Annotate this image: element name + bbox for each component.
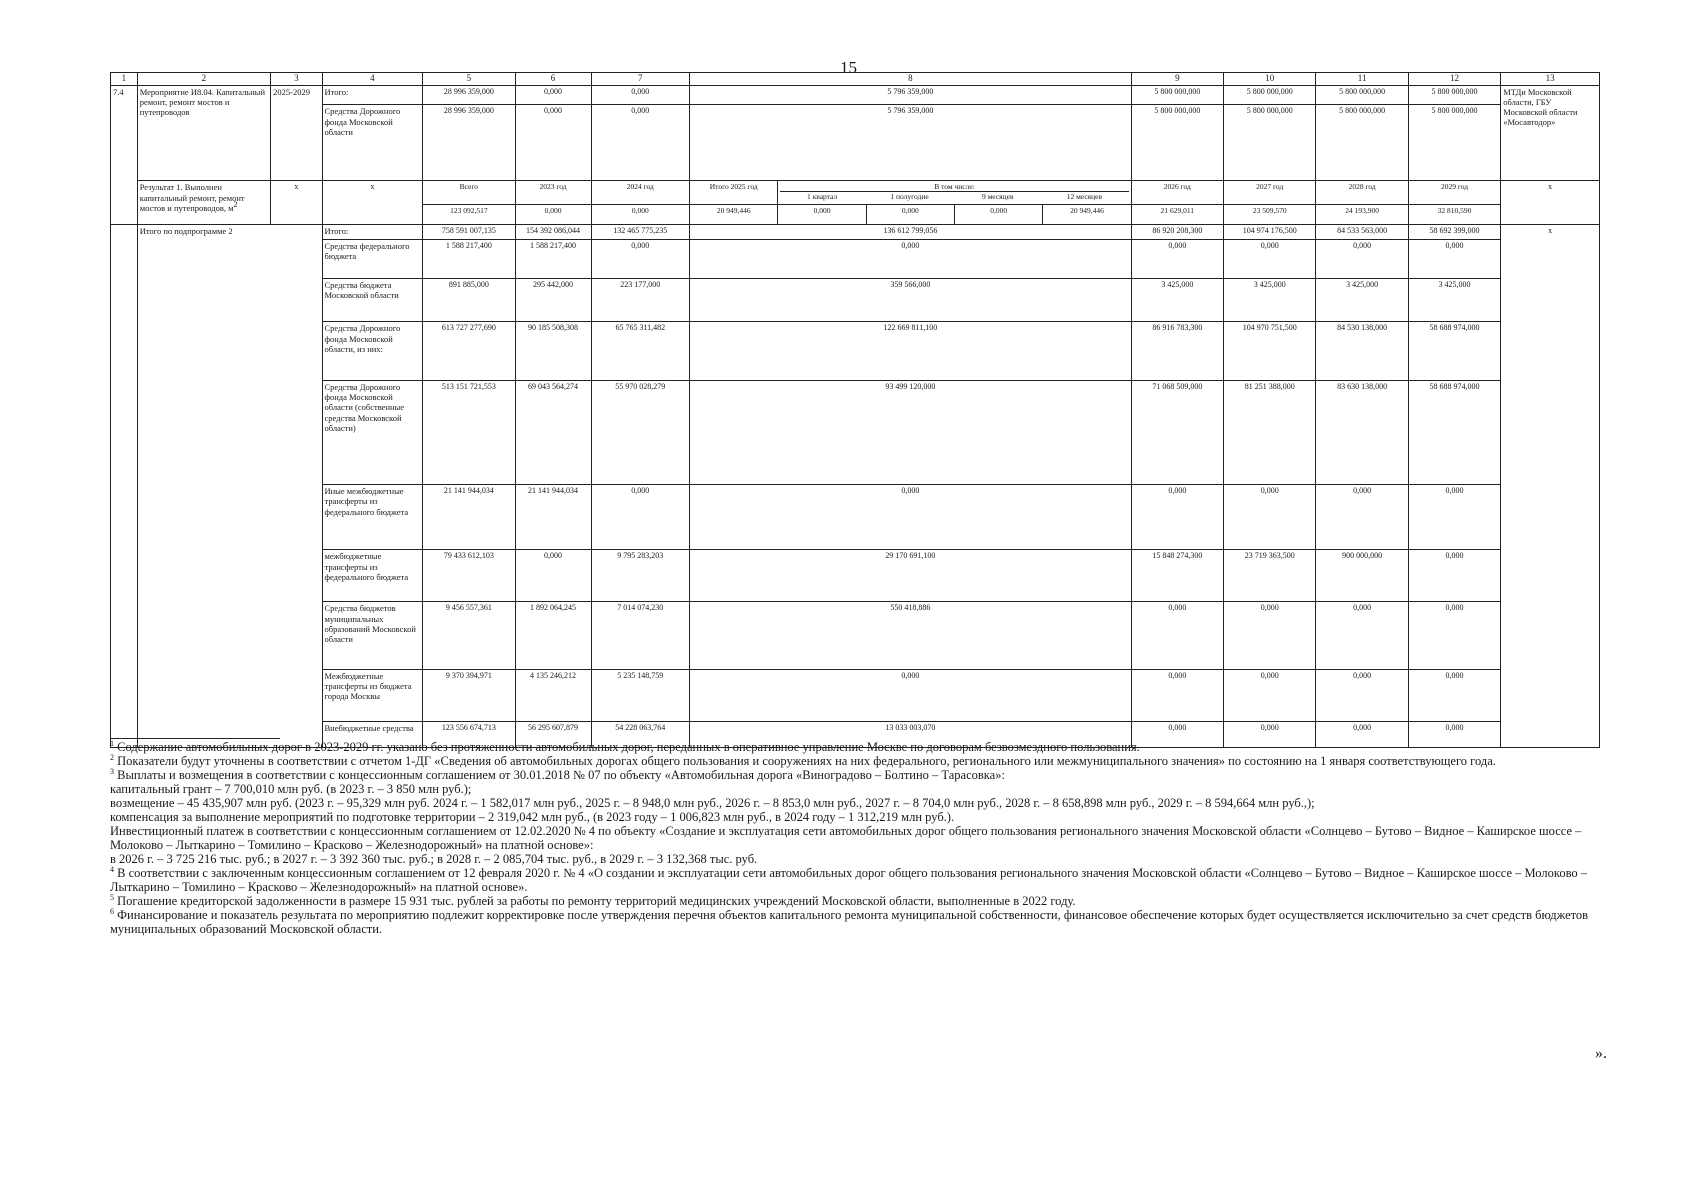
source-label: Иные межбюджетные трансферты из федерального бюджета [322,485,423,550]
value-cell: 295 442,000 [515,278,591,321]
footnotes [110,740,1610,936]
page-number: 15 [840,58,857,77]
result-x-cell: х [322,181,423,224]
result-head-cell: 2029 год [1408,181,1500,205]
value-cell: 9 795 283,203 [591,550,690,602]
value-cell: 0,000 [1316,669,1408,721]
source-label: Средства федерального бюджета [322,239,423,278]
value-cell: 123 556 674,713 [423,721,515,747]
value-cell: 104 974 176,500 [1224,224,1316,239]
value-cell: 0,000 [1224,669,1316,721]
value-cell: 0,000 [1408,550,1500,602]
value-cell: 0,000 [690,239,1132,278]
value-cell: 0,000 [515,550,591,602]
source-label: Итого: [322,224,423,239]
value-cell: 15 848 274,300 [1131,550,1223,602]
value-cell: 5 796 359,000 [690,105,1132,181]
value-cell: 21 141 944,034 [423,485,515,550]
value-cell: 5 800 000,000 [1408,105,1500,181]
result-head-cell: Всего [423,181,515,205]
value-cell: 0,000 [1408,485,1500,550]
header-cell: 13 [1501,73,1600,86]
value-cell: 28 996 359,000 [423,85,515,105]
value-cell: 900 000,000 [1316,550,1408,602]
header-cell: 5 [423,73,515,86]
footnote-separator [110,738,280,739]
measure-period: 2025-2029 [271,85,322,181]
value-cell: 3 425,000 [1131,278,1223,321]
result-head-cell: 2024 год [591,181,690,205]
value-cell: 79 433 612,103 [423,550,515,602]
value-cell: 513 151 721,553 [423,381,515,485]
footnote-3-line: капитальный грант – 7 700,010 млн руб. (в 2023 г. – 3 850 млн руб.); [110,782,472,796]
value-cell: 55 970 028,279 [591,381,690,485]
source-label: Средства бюджетов муниципальных образований Московской области [322,602,423,669]
value-cell: 5 800 000,000 [1316,85,1408,105]
table-row [111,381,1600,485]
header-cell: 3 [271,73,322,86]
value-cell: 0,000 [1131,721,1223,747]
value-cell: 90 185 508,308 [515,322,591,381]
value-cell: 0,000 [1131,669,1223,721]
result-value: 0,000 [866,205,954,225]
result-head-cell: Итого 2025 год [690,181,778,205]
value-cell: 58 688 974,000 [1408,322,1500,381]
result-value: 0,000 [591,205,690,225]
result-value: 123 092,517 [423,205,515,225]
value-cell: 0,000 [1131,602,1223,669]
result-head-m12: 12 месяцев [1066,192,1102,202]
value-cell: 0,000 [1224,485,1316,550]
value-cell: 5 800 000,000 [1408,85,1500,105]
value-cell: 0,000 [591,485,690,550]
value-cell: 1 892 064,245 [515,602,591,669]
footnote-3-line: Инвестиционный платеж в соответствии с концессионным соглашением от 12.02.2020 № 4 по объекту «Создание и эксплуатация сети автомобильных дорог общего пользования регионального значения Московской области «Солнцево – Бутово – Видное – Каширское шоссе – Молоково – Лыткарино – Томилино – Красково – Железнодорожный» на платной основе»: [110,824,1582,852]
table-row [111,278,1600,321]
footnote-1: $^1$ Содержание автомобильных дорог в 2023-2029 гг. указано без протяженности автомобильных дорог, переданных в оперативное управление Москве по договорам безвозмездного пользования. [110,738,1140,754]
value-cell: 84 533 563,000 [1316,224,1408,239]
value-cell: 21 141 944,034 [515,485,591,550]
source-label: Внебюджетные средства [322,721,423,747]
closing-quote-mark: ». [1595,1045,1607,1062]
source-label: Средства бюджета Московской области [322,278,423,321]
result-head-cell: 2027 год [1224,181,1316,205]
header-cell: 8 [690,73,1132,86]
footnote-4: $^4$ В соответствии с заключенным концессионным соглашением от 12 февраля 2020 г. № 4 «О создании и эксплуатации сети автомобильных дорог общего пользования регионального значения Московской области «Солнцево – Бутово – Видное – Каширское шоссе – Молоково – Лыткарино – Томилино – Красково – Железнодорожный» на платной основе». [110,864,1588,894]
footnote-6: $^6$ Финансирование и показатель результата по мероприятию подлежит корректировке после утверждения перечня объектов капитального ремонта муниципальной собственности, финансовое обеспечение которых будет осуществляется исключительно за счет средств бюджетов муниципальных образований Московской области. [110,906,1589,936]
value-cell: 1 588 217,400 [515,239,591,278]
value-cell: 3 425,000 [1408,278,1500,321]
result-value: 0,000 [515,205,591,225]
value-cell: 0,000 [1131,239,1223,278]
header-cell: 9 [1131,73,1223,86]
result-head-incl: В том числе: [934,182,975,192]
value-cell: 0,000 [1224,602,1316,669]
value-cell: 359 566,000 [690,278,1132,321]
measure-name: Мероприятие И8.04. Капитальный ремонт, ремонт мостов и путепроводов [137,85,270,181]
result-value: 24 193,900 [1316,205,1408,225]
value-cell: 0,000 [515,105,591,181]
value-cell: 0,000 [1316,721,1408,747]
value-cell: 9 456 557,361 [423,602,515,669]
result-x-cell: х [1501,181,1600,224]
source-label: Итого: [322,85,423,105]
header-cell: 11 [1316,73,1408,86]
footnote-3: $^3$ Выплаты и возмещения в соответствии с концессионным соглашением от 30.01.2018 № 07 по объекту «Автомобильная дорога «Виноградово – Болтино – Тарасовка»: [110,766,1005,782]
value-cell: 5 800 000,000 [1131,105,1223,181]
result-head-cell: 2023 год [515,181,591,205]
value-cell: 3 425,000 [1224,278,1316,321]
header-cell: 2 [137,73,270,86]
value-cell: 0,000 [1316,239,1408,278]
footnote-3-line: в 2026 г. – 3 725 216 тыс. руб.; в 2027 г. – 3 392 360 тыс. руб.; в 2028 г. – 2 085,704 тыс. руб., в 2029 г. – 3 132,368 тыс. руб. [110,852,758,866]
value-cell: 1 588 217,400 [423,239,515,278]
source-label: Средства Дорожного фонда Московской области, из них: [322,322,423,381]
value-cell: 4 135 246,212 [515,669,591,721]
value-cell: 154 392 086,044 [515,224,591,239]
value-cell: 56 295 607,879 [515,721,591,747]
result-head-m9: 9 месяцев [981,192,1014,202]
value-cell: 0,000 [690,485,1132,550]
value-cell: 613 727 277,690 [423,322,515,381]
value-cell: 13 033 003,070 [690,721,1132,747]
value-cell: 758 591 007,135 [423,224,515,239]
value-cell: 5 800 000,000 [1131,85,1223,105]
source-label: Межбюджетные трансферты из бюджета города Москвы [322,669,423,721]
value-cell: 9 370 394,971 [423,669,515,721]
value-cell: 28 996 359,000 [423,105,515,181]
value-cell: 122 669 811,100 [690,322,1132,381]
value-cell: 0,000 [515,85,591,105]
result-head-cell: 2026 год [1131,181,1223,205]
source-label: Средства Дорожного фонда Московской области [322,105,423,181]
value-cell: 0,000 [1408,669,1500,721]
header-cell: 1 [111,73,138,86]
value-cell: 0,000 [591,239,690,278]
table-row [111,322,1600,381]
value-cell: 71 068 509,000 [1131,381,1223,485]
value-cell: 58 692 399,000 [1408,224,1500,239]
result-value: 32 810,590 [1408,205,1500,225]
result-value: 20 949,446 [690,205,778,225]
value-cell: 86 916 783,300 [1131,322,1223,381]
value-cell: 58 688 974,000 [1408,381,1500,485]
result-head-q1: 1 квартал [806,192,838,202]
value-cell: 3 425,000 [1316,278,1408,321]
result-head-h1: 1 полугодие [890,192,929,202]
value-cell: 7 014 074,230 [591,602,690,669]
value-cell: 5 235 148,759 [591,669,690,721]
value-cell: 5 800 000,000 [1224,85,1316,105]
value-cell: 0,000 [690,669,1132,721]
table-row [111,239,1600,278]
header-cell: 7 [591,73,690,86]
value-cell: 132 465 775,235 [591,224,690,239]
table-row [111,485,1600,550]
subprogram-label: Итого по подпрограмме 2 [137,224,322,747]
source-label: межбюджетные трансферты из федерального бюджета [322,550,423,602]
result-head-cell: 2028 год [1316,181,1408,205]
header-cell: 10 [1224,73,1316,86]
table-row [111,669,1600,721]
footnote-2: $^2$ Показатели будут уточнены в соответствии с отчетом 1-ДГ «Сведения об автомобильных дорогах общего пользования и сооружениях на них федерального, регионального или межмуниципального значения» по состоянию на 1 января соответствующего года. [110,752,1496,768]
value-cell: 0,000 [1316,602,1408,669]
header-cell: 6 [515,73,591,86]
header-row [111,73,1600,86]
value-cell: 83 630 138,000 [1316,381,1408,485]
value-cell: 104 970 751,500 [1224,322,1316,381]
footnote-3-line: компенсация за выполнение мероприятий по подготовке территории – 2 319,042 млн руб., (в 2023 году – 1 006,823 млн руб., в 2024 году – 1 312,219 млн руб.). [110,810,955,824]
value-cell: 0,000 [1408,602,1500,669]
result-x-cell: х [271,181,322,224]
value-cell: 81 251 388,000 [1224,381,1316,485]
empty-cell [111,224,138,747]
value-cell: 54 228 063,764 [591,721,690,747]
value-cell: 0,000 [1408,721,1500,747]
value-cell: 136 612 799,056 [690,224,1132,239]
value-cell: 69 043 564,274 [515,381,591,485]
value-cell: 0,000 [1316,485,1408,550]
value-cell: 891 885,000 [423,278,515,321]
result-head-cell [778,181,1131,205]
value-cell: 65 765 311,482 [591,322,690,381]
value-cell: 5 796 359,000 [690,85,1132,105]
header-cell: 4 [322,73,423,86]
table-row [111,224,1600,239]
value-cell: 550 418,886 [690,602,1132,669]
footnote-5: $^5$ Погашение кредиторской задолженности в размере 15 931 тыс. рублей за работы по ремонту территорий медицинских учреждений Московской области, выполненные в 2022 году. [110,892,1076,908]
result-value: 0,000 [778,205,866,225]
table-row [111,602,1600,669]
result-head-row [111,181,1600,205]
budget-table [110,72,1600,748]
value-cell: 0,000 [1224,239,1316,278]
value-cell: 93 499 120,000 [690,381,1132,485]
result-label: Результат 1. Выполнен капитальный ремонт, ремонт мостов и путепроводов, $м^2$ [137,181,270,224]
measure-number: 7.4 [111,85,138,224]
table-row [111,550,1600,602]
value-cell: 0,000 [1408,239,1500,278]
value-cell: 86 920 208,300 [1131,224,1223,239]
result-value: 0,000 [954,205,1042,225]
value-cell: 223 177,000 [591,278,690,321]
header-cell: 12 [1408,73,1500,86]
measure-responsible: МТДи Московской области, ГБУ Московской области «Мосавтодор» [1501,85,1600,181]
value-cell: 0,000 [1131,485,1223,550]
footnote-3-line: возмещение – 45 435,907 млн руб. (2023 г. – 95,329 млн руб. 2024 г. – 1 582,017 млн руб., 2025 г. – 8 948,0 млн руб., 2026 г. – 8 853,0 млн руб., 2027 г. – 8 704,0 млн руб., 2028 г. – 8 658,898 млн руб., 2029 г. – 8 594,664 млн руб.,); [110,796,1315,810]
result-value: 23 509,570 [1224,205,1316,225]
value-cell: 29 170 691,100 [690,550,1132,602]
value-cell: 84 530 138,000 [1316,322,1408,381]
table-row [111,105,1600,181]
value-cell: 0,000 [591,105,690,181]
value-cell: 23 719 363,500 [1224,550,1316,602]
value-cell: 0,000 [591,85,690,105]
table-row [111,85,1600,105]
result-value: 20 949,446 [1043,205,1131,225]
value-cell: 5 800 000,000 [1224,105,1316,181]
value-cell: 0,000 [1224,721,1316,747]
source-label: Средства Дорожного фонда Московской области (собственные средства Московской области) [322,381,423,485]
subprogram-x-cell: х [1501,224,1600,747]
value-cell: 5 800 000,000 [1316,105,1408,181]
result-value: 21 629,011 [1131,205,1223,225]
